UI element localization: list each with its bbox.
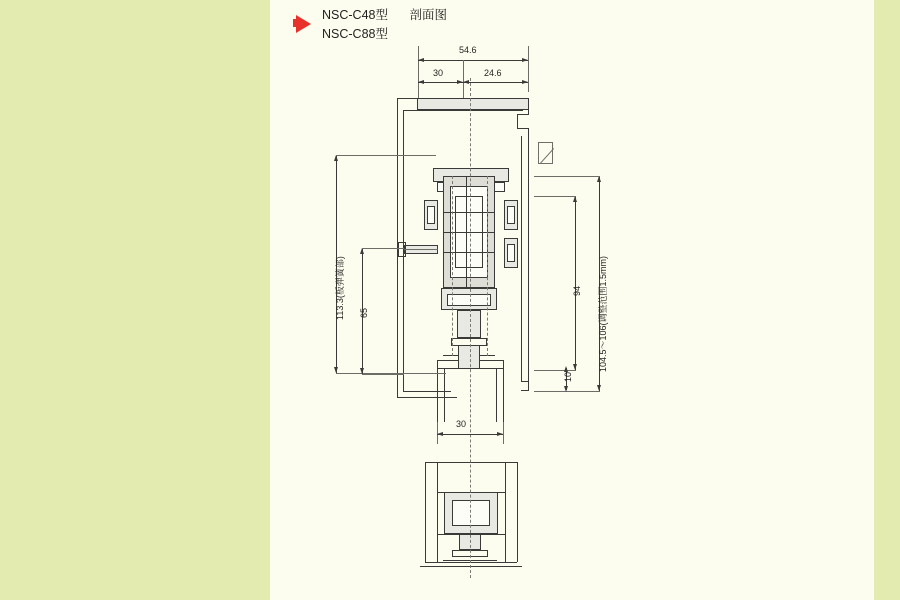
hidden-edge-line-2 <box>452 176 453 356</box>
model-code-1: NSC-C48型 <box>322 8 388 22</box>
model-code-2: NSC-C88型 <box>322 27 388 41</box>
background-band-right <box>874 0 900 600</box>
dim-mid-height-label: 65 <box>359 307 369 318</box>
dim-bottom-offset-label: 10 <box>563 371 573 382</box>
hidden-edge-line <box>487 176 488 356</box>
drawing-canvas <box>270 0 874 600</box>
background-band-left <box>0 0 270 600</box>
section-label: 剖面图 <box>409 8 447 22</box>
dim-total-height-label: 113.3(板弹簧部) <box>335 256 345 320</box>
dim-right-width-label: 24.6 <box>484 68 502 78</box>
dim-adjust-range-label: 104.5～106(调整范围1.5mm) <box>598 255 608 372</box>
dim-bottom-width-label: 30 <box>456 419 467 429</box>
center-line <box>470 78 471 578</box>
model-line-2 <box>322 25 447 44</box>
dim-overall-width-label: 54.6 <box>459 45 477 55</box>
header <box>296 6 556 44</box>
dim-left-width-label: 30 <box>433 68 444 78</box>
dim-rail-height-label: 94 <box>572 285 582 296</box>
model-line-1 <box>322 6 447 25</box>
